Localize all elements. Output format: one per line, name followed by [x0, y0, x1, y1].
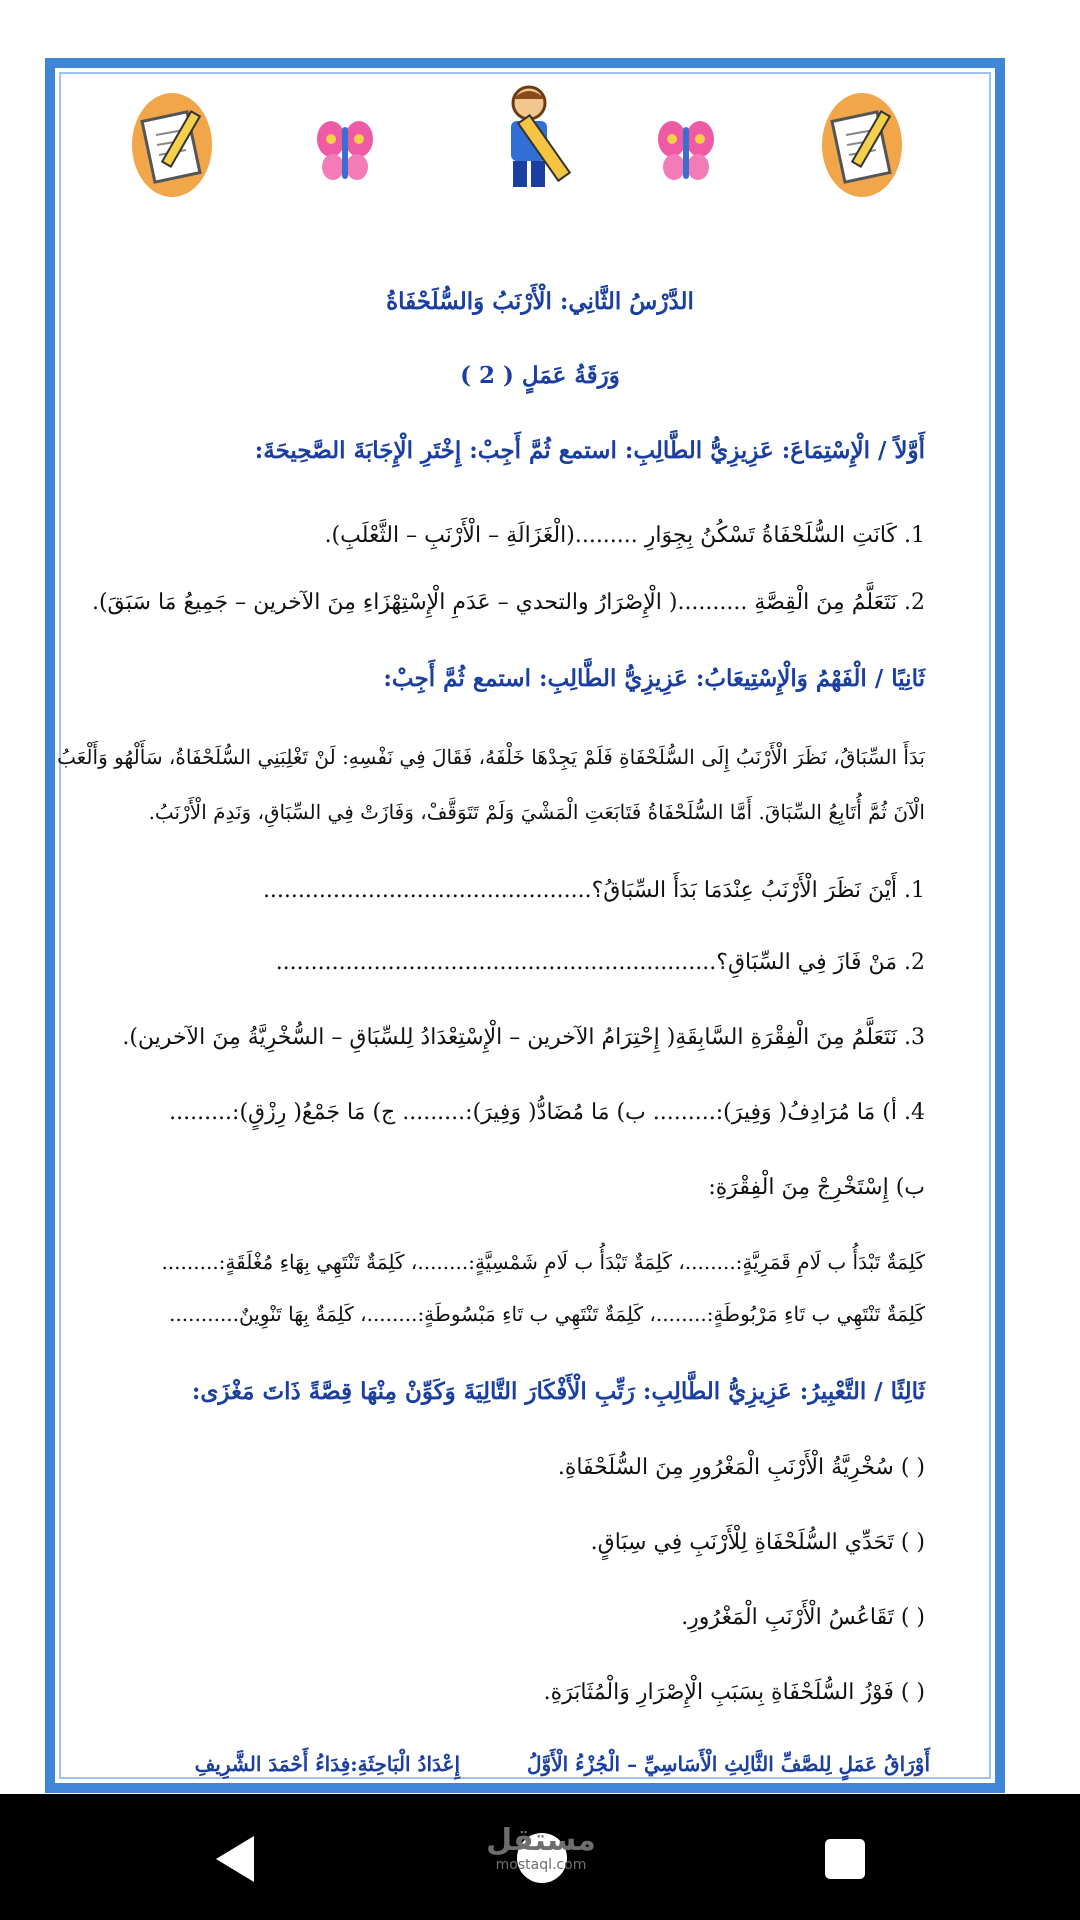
recents-icon[interactable] — [824, 1838, 866, 1880]
footer-grade: أَوْرَاقُ عَمَلٍ لِلصَّفِّ الثَّالِثِ الْأَسَاسِيِّ – الْجُزْءُ الْأَوَّلُ — [527, 1752, 930, 1776]
section1-question-1: 1. كَانَتِ السُّلَحْفَاةُ تَسْكُنُ بِجِوَارِ .........(الْغَزَالَةِ – الْأَرْنَبِ – الثَّعْلَبِ). — [324, 523, 925, 548]
passage-line-1: بَدَأَ السِّبَاقُ، نَظَرَ الْأَرْنَبُ إِلَى السُّلَحْفَاةِ فَلَمْ يَجِدْهَا خَلْفَهُ، فَقَالَ فِي نَفْسِهِ: لَنْ تَغْلِبَنِي السُّلَحْفَاةُ، سَأَلْهُو وَأَلْعَبُ — [57, 745, 925, 769]
answer-blank: ............................................................... — [275, 950, 717, 975]
section2-question-3: 3. نَتَعَلَّمُ مِنَ الْفِقْرَةِ السَّابِقَةِ( إِحْتِرَامُ الآخرين – الْإِسْتِعْدَادُ لِلسِّبَاقِ – السُّخْرِيَّةُ مِنَ الآخرين). — [122, 1025, 925, 1050]
ordering-item: ( ) تَقَاعُسُ الْأَرْنَبِ الْمَغْرُورِ. — [681, 1605, 925, 1630]
back-icon[interactable] — [212, 1834, 258, 1884]
watermark-brand: مستقل — [486, 1823, 596, 1858]
clipboard-icon — [820, 90, 905, 200]
worksheet-title: وَرَقَةُ عَمَلٍ ( 2 ) — [460, 362, 620, 389]
extract-line-2: كَلِمَةٌ تَنْتَهِي ب تَاءِ مَرْبُوطَةٍ:........، كَلِمَةٌ تَنْتَهِي ب تَاءِ مَبْسُوطَةٍ:........، كَلِمَةٌ بِهَا تَنْوِينٌ........... — [169, 1302, 925, 1326]
ordering-item: ( ) تَحَدِّي السُّلَحْفَاةِ لِلْأَرْنَبِ فِي سِبَاقٍ. — [590, 1530, 925, 1555]
section2-question-1 — [120, 878, 925, 903]
section2-question-4a: 4. أ) مَا مُرَادِفُ( وَفِيرَ):......... ب) مَا مُضَادُّ( وَفِيرَ):......... ج) مَا جَمْعُ( رِزْقٍ):......... — [169, 1100, 925, 1125]
boy-with-pencil-icon — [493, 83, 573, 195]
question-text: 2. مَنْ فَازَ فِي السِّبَاقِ؟ — [716, 950, 925, 975]
section2-heading: ثَانِيًا / الْفَهْمُ وَالْإِسْتِيعَابُ: عَزِيزِيُّ الطَّالِبِ: استمع ثُمَّ أَجِبْ: — [383, 665, 925, 692]
lesson-title: الدَّرْسُ الثَّانِي: الْأَرْنَبُ وَالسُّلَحْفَاةُ — [386, 288, 694, 315]
section1-heading: أَوَّلاً / الْإِسْتِمَاعَ: عَزِيزِيُّ الطَّالِبِ: استمع ثُمَّ أَجِبْ: إِخْتَرِ الْإِجَابَةَ الصَّحِيحَةَ: — [254, 437, 925, 464]
butterfly-icon — [315, 115, 375, 187]
watermark — [471, 1823, 611, 1874]
section2-question-4b: ب) إِسْتَخْرِجْ مِنَ الْفِقْرَةِ: — [708, 1175, 925, 1200]
answer-blank: ............................................... — [262, 878, 592, 903]
ordering-item: ( ) سُخْرِيَّةُ الْأَرْنَبِ الْمَغْرُورِ مِنَ السُّلَحْفَاةِ. — [557, 1455, 925, 1480]
ordering-item: ( ) فَوْزُ السُّلَحْفَاةِ بِسَبَبِ الْإِصْرَارِ وَالْمُثَابَرَةِ. — [543, 1680, 925, 1705]
clipboard-icon — [130, 90, 215, 200]
section1-question-2: 2. نَتَعَلَّمُ مِنَ الْقِصَّةِ ..........( الْإِصْرَارُ والتحدي – عَدَمِ الْإِسْتِهْزَاءِ مِنَ الآخرين – جَمِيعُ مَا سَبَقَ). — [91, 590, 925, 615]
footer-author: إِعْدَادُ الْبَاحِثَةِ:فِدَاءُ أَحْمَدَ الشَّرِيفِ — [194, 1752, 460, 1776]
extract-line-1: كَلِمَةٌ تَبْدَأُ ب لَامِ قَمَرِيَّةٍ:........، كَلِمَةٌ تَبْدَأُ ب لَامِ شَمْسِيَّةٍ:........، كَلِمَةٌ تَنْتَهِي بِهَاءِ مُغْلَقَةٍ:......... — [161, 1250, 925, 1274]
butterfly-icon — [656, 115, 716, 187]
section2-question-2 — [120, 950, 925, 975]
passage-line-2: الْآنَ ثُمَّ أُتَابِعُ السِّبَاقَ. أَمَّا السُّلَحْفَاةُ فَتَابَعَتِ الْمَشْيَ وَلَمْ تَتَوَقَّفْ، وَفَازَتْ فِي السِّبَاقِ، وَنَدِمَ الْأَرْنَبُ. — [148, 800, 925, 824]
watermark-domain: mostaql.com — [495, 1857, 587, 1873]
question-text: 1. أَيْنَ نَظَرَ الْأَرْنَبُ عِنْدَمَا بَدَأَ السِّبَاقُ؟ — [591, 878, 925, 903]
section3-heading: ثَالِثًا / التَّعْبِيرُ: عَزِيزِيُّ الطَّالِبِ: رَتِّبِ الْأَفْكَارَ التَّالِيَةَ وَكَوِّنْ مِنْهَا قِصَّةً ذَاتَ مَغْزَى: — [191, 1378, 925, 1405]
